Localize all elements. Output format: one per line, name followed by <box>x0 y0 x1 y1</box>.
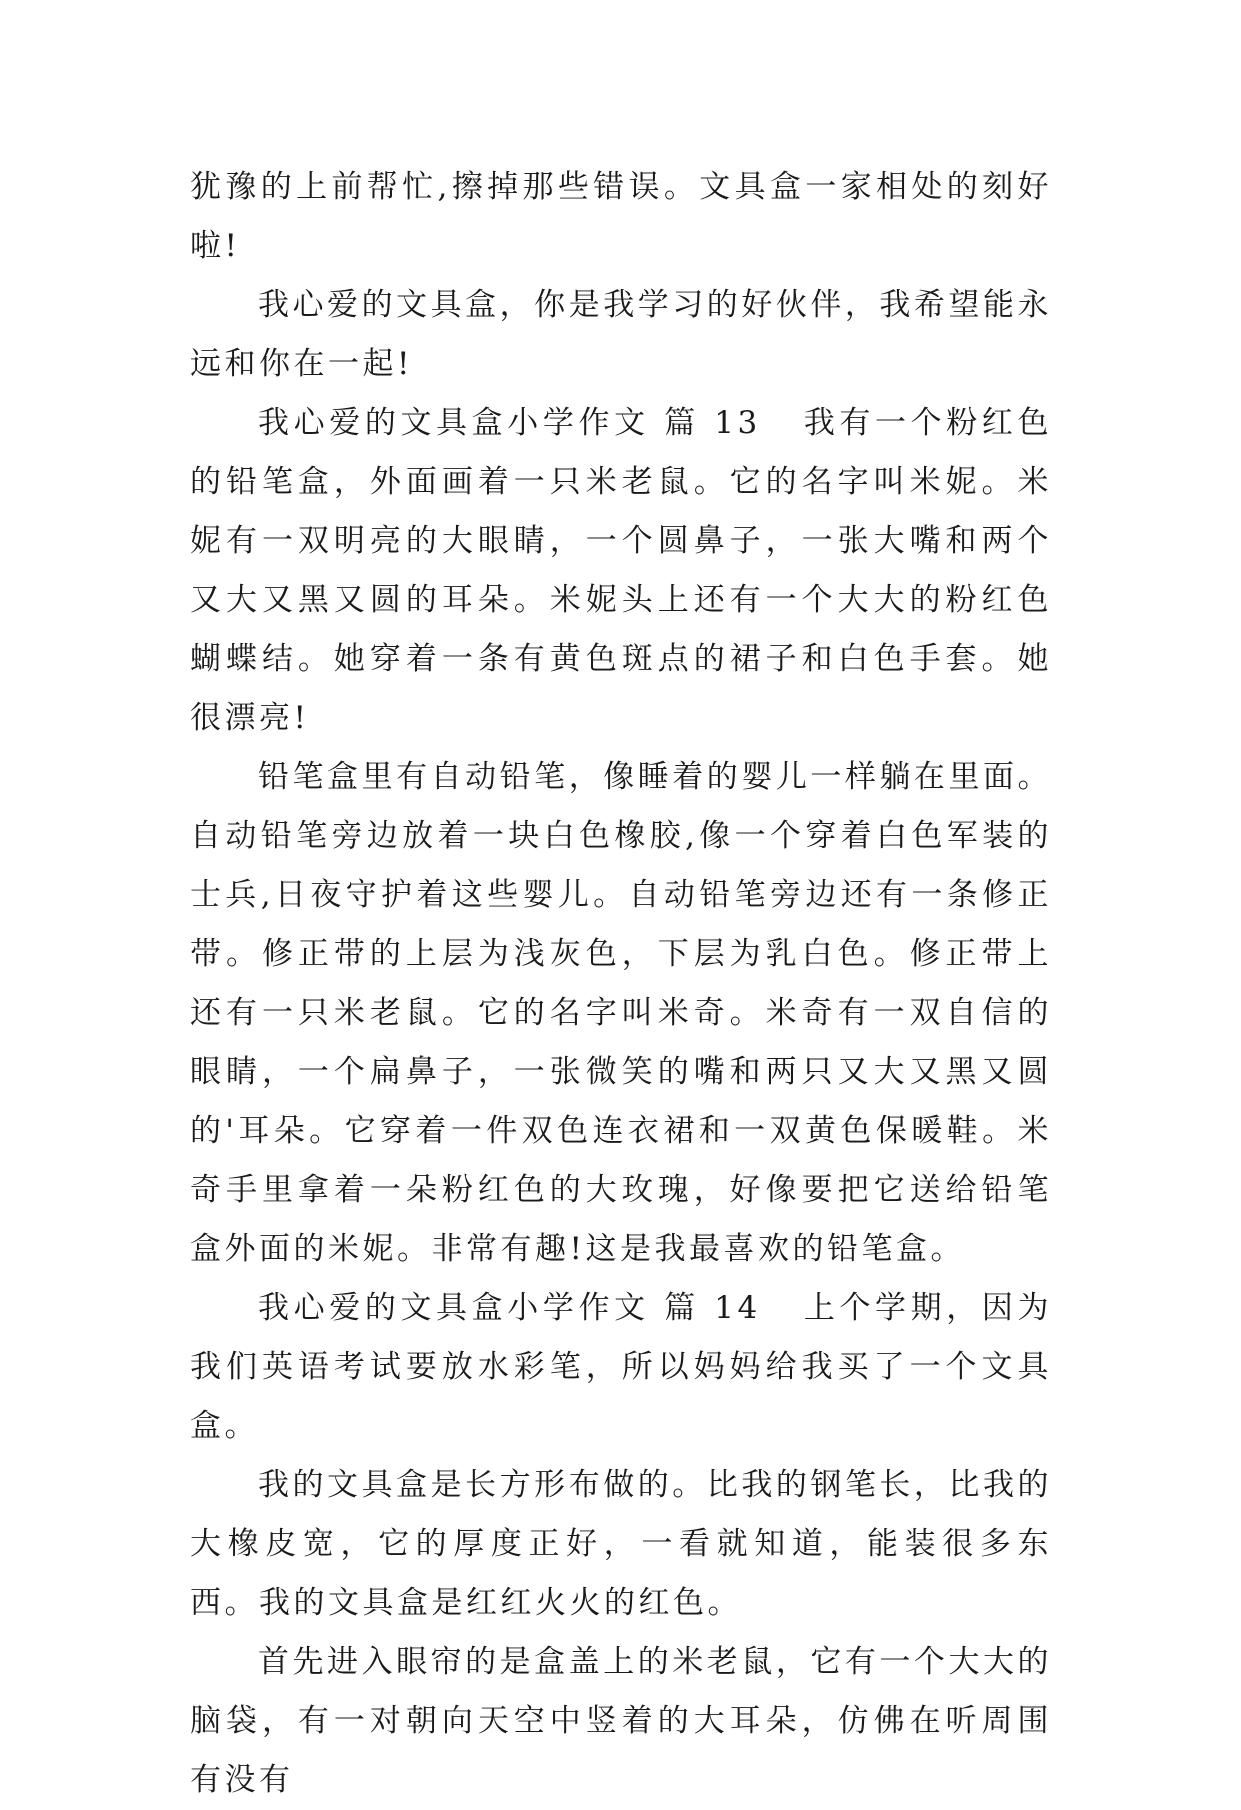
paragraph: 我的文具盒是长方形布做的。比我的钢笔长，比我的大橡皮宽，它的厚度正好，一看就知道，能装很多东西。我的文具盒是红红火火的红色。 <box>190 1467 1052 1621</box>
paragraph-text: 我有一个粉红色的铅笔盒，外面画着一只米老鼠。它的名字叫米妮。米妮有一双明亮的大眼睛，一个圆鼻子，一张大嘴和两个又大又黑又圆的耳朵。米妮头上还有一个大大的粉红色蝴蝶结。她穿着一条有黄色斑点的裙子和白色手套。她很漂亮! <box>190 405 1052 736</box>
document-body <box>190 158 1052 1810</box>
paragraph-with-heading <box>190 394 1052 748</box>
paragraph: 首先进入眼帘的是盒盖上的米老鼠，它有一个大大的脑袋，有一对朝向天空中竖着的大耳朵，仿佛在听周围有没有 <box>190 1644 1052 1798</box>
paragraph-with-heading <box>190 1279 1052 1456</box>
paragraph-text: 上个学期，因为我们英语考试要放水彩笔，所以妈妈给我买了一个文具盒。 <box>190 1290 1052 1444</box>
paragraph: 犹豫的上前帮忙,擦掉那些错误。文具盒一家相处的刻好啦! <box>190 169 1052 264</box>
section-heading: 我心爱的文具盒小学作文 篇 13 <box>258 405 761 441</box>
paragraph: 铅笔盒里有自动铅笔，像睡着的婴儿一样躺在里面。自动铅笔旁边放着一块白色橡胶,像一个穿着白色军装的士兵,日夜守护着这些婴儿。自动铅笔旁边还有一条修正带。修正带的上层为浅灰色，下层为乳白色。修正带上还有一只米老鼠。它的名字叫米奇。米奇有一双自信的眼睛，一个扁鼻子，一张微笑的嘴和两只又大又黑又圆的'耳朵。它穿着一件双色连衣裙和一双黄色保暖鞋。米奇手里拿着一朵粉红色的大玫瑰，好像要把它送给铅笔盒外面的米妮。非常有趣!这是我最喜欢的铅笔盒。 <box>190 759 1052 1267</box>
paragraph: 我心爱的文具盒，你是我学习的好伙伴，我希望能永远和你在一起! <box>190 287 1052 382</box>
section-heading: 我心爱的文具盒小学作文 篇 14 <box>258 1290 761 1326</box>
